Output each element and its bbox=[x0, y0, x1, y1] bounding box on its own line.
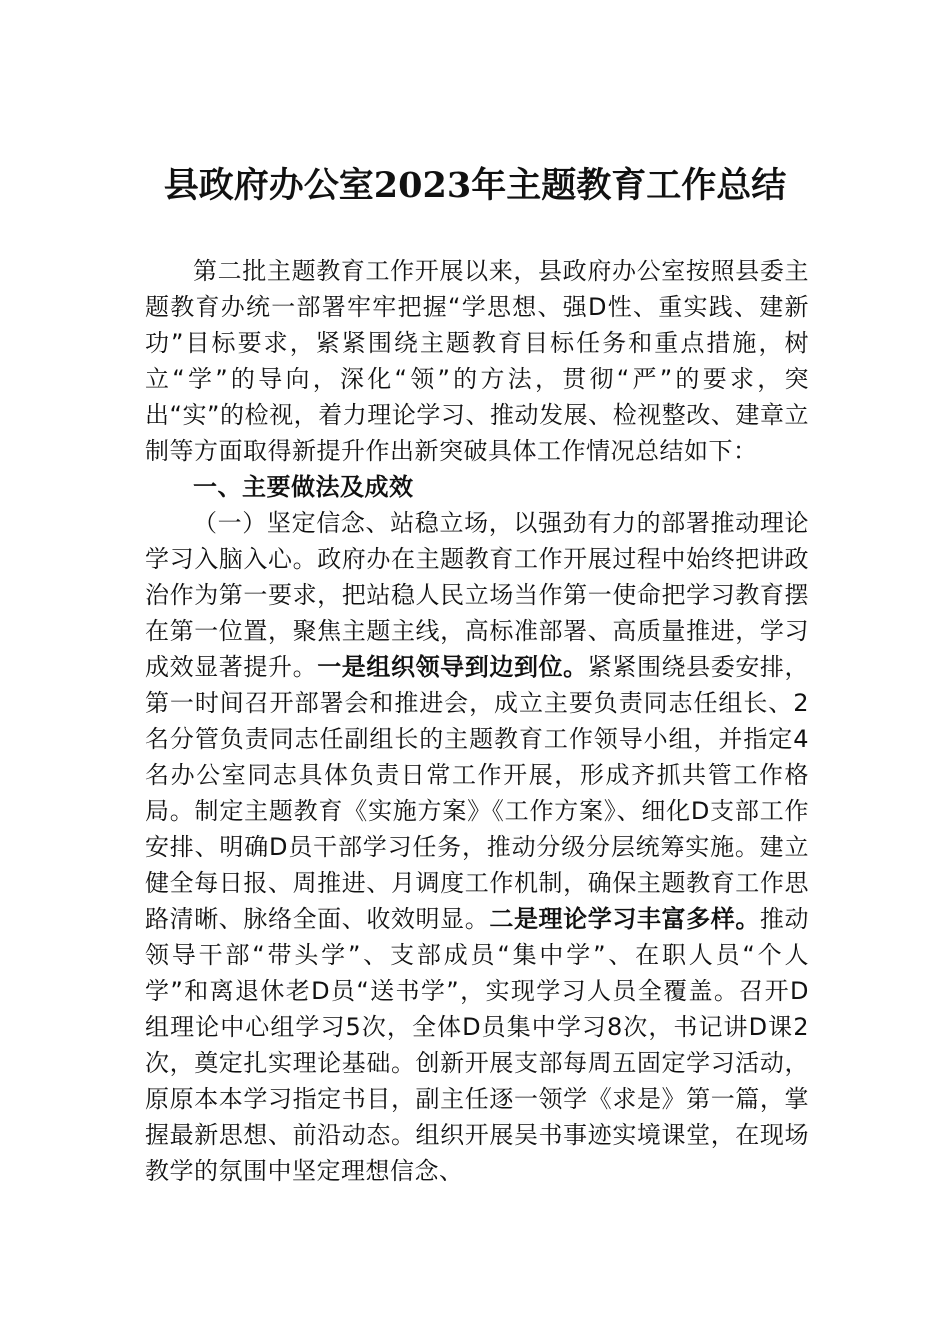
paragraph-text-2: 紧紧围绕县委安排，第一时间召开部署会和推进会，成立主要负责同志任组长、2名分管负责同志任副组长的主题教育工作领导小组，并指定4名办公室同志具体负责日常工作开展，形成齐抓共管工作格局。制定主题教育《实施方案》《工作方案》、细化D支部工作安排、明确D员干部学习任务，推动分级分层统筹实施。建立健全每日报、周推进、月调度工作机制，确保主题教育工作思路清晰、脉络全面、收效明显。 bbox=[145, 653, 810, 933]
section-paragraph bbox=[145, 505, 809, 1189]
document-body bbox=[145, 253, 809, 1189]
paragraph-lead: （一）坚定信念、站稳立场，以强劲有力的部署推动理论学习入脑入心。 bbox=[145, 509, 809, 573]
paragraph-text-3: 推动领导干部“带头学”、支部成员“集中学”、在职人员“个人学”和离退休老D员“送书学”，实现学习人员全覆盖。召开D组理论中心组学习5次，全体D员集中学习8次，书记讲D课2次，奠定扎实理论基础。创新开展支部每周五固定学习活动，原原本本学习指定书目，副主任逐一领学《求是》第一篇，掌握最新思想、前沿动态。组织开展吴书事迹实境课堂，在现场教学的氛围中坚定理想信念、 bbox=[145, 905, 810, 1185]
bold-point-2: 二是理论学习丰富多样。 bbox=[489, 905, 760, 933]
section-heading: 一、主要做法及成效 bbox=[193, 473, 414, 501]
paragraph-text: 政府办在主题教育工作开展过程中始终把讲政治作为第一要求，把站稳人民立场当作第一使命把学习教育摆在第一位置，聚焦主题主线，高标准部署、高质量推进，学习成效显著提升。 bbox=[145, 545, 810, 681]
bold-point-1: 一是组织领导到边到位。 bbox=[317, 653, 588, 681]
intro-paragraph: 第二批主题教育工作开展以来，县政府办公室按照县委主题教育办统一部署牢牢把握“学思想、强D性、重实践、建新功”目标要求，紧紧围绕主题教育目标任务和重点措施，树立“学”的导向，深化“领”的方法，贯彻“严”的要求，突出“实”的检视，着力理论学习、推动发展、检视整改、建章立制等方面取得新提升作出新突破具体工作情况总结如下： bbox=[145, 257, 809, 465]
document-title: 县政府办公室2023年主题教育工作总结 bbox=[163, 165, 787, 206]
